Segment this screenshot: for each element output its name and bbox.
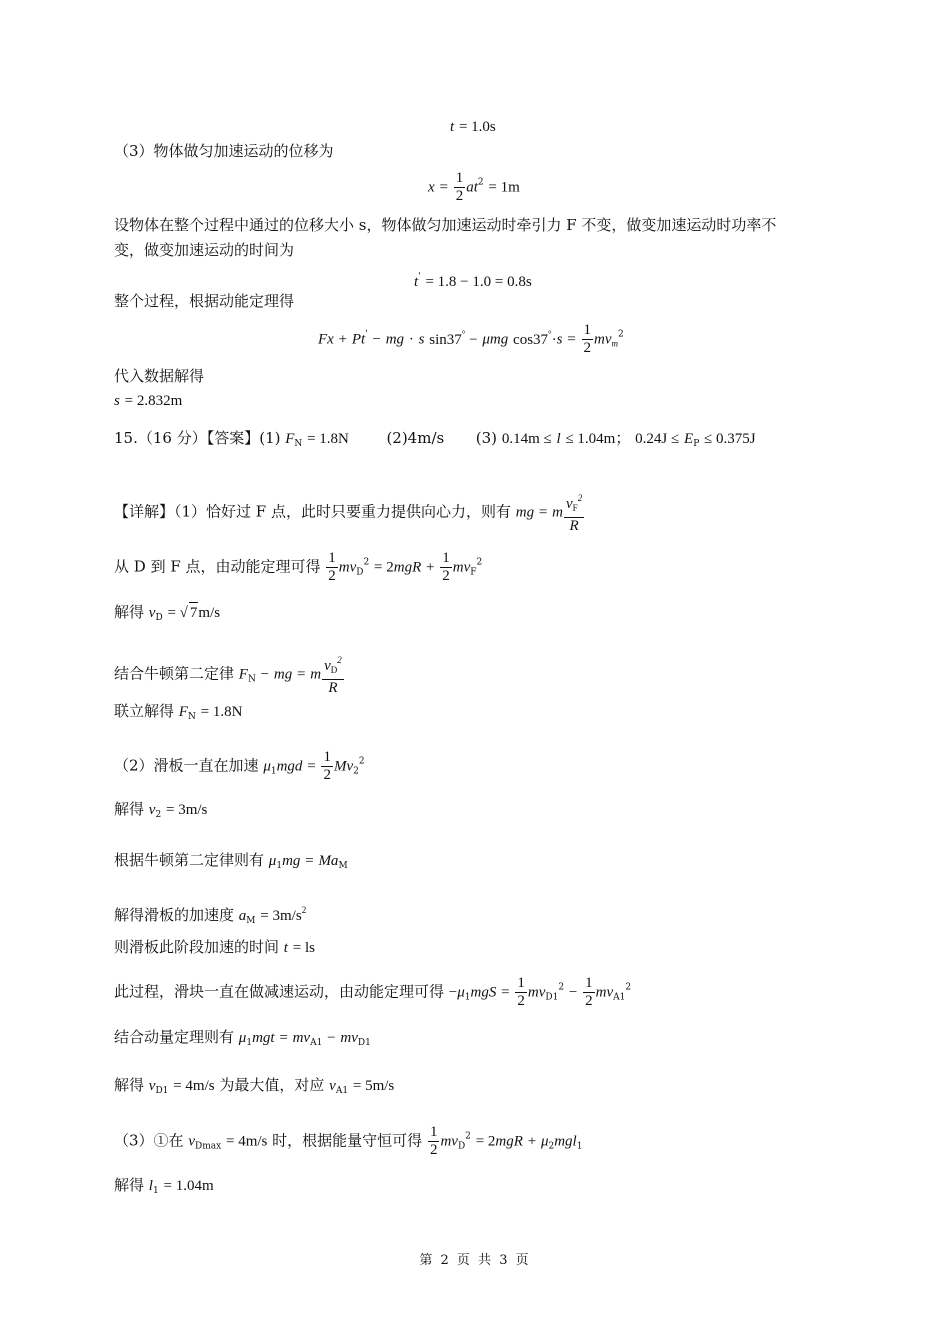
detail-5: 联立解得 $F_N = 1.8N$: [114, 702, 243, 722]
eq-energy: Fx + Pt' − mg · s sin37° − μmg cos37°·s = $\frac{1}{2}$ $mv_m^2$: [318, 322, 624, 356]
detail-7: 解得 $v_2 = 3m/s$: [114, 800, 208, 820]
eq-x: x = $\frac{1}{2}$ $at^2 = 1m$: [428, 170, 520, 204]
page-footer: 第 2 页 共 3 页: [419, 1253, 531, 1268]
eq-tprime: t' = 1.8 − 1.0 = 0.8s: [414, 272, 532, 290]
detail-13: 解得 $v_{D1} = 4m/s$ 为最大值，对应 $v_{A1} = 5m/s$: [114, 1076, 395, 1096]
detail-6: （2）滑板一直在加速 $\mu_1mgd$ = $\frac{1}{2}$ $Mv_2^2$: [114, 749, 365, 783]
detail-15: 解得 $l_1 = 1.04m$: [114, 1176, 214, 1196]
line-part3: （3）物体做匀加速运动的位移为: [114, 142, 334, 160]
answer-15: 15.（16 分）【答案】(1) $F_N = 1.8N$ (2)4m/s (3) 0.14m ≤ l ≤ 1.04m； $0.24J \le E_P \le 0.375J$: [114, 429, 756, 449]
line-setup-2: 变，做变加速运动的时间为: [114, 241, 295, 259]
detail-11: 此过程，滑块一直在做减速运动，由动能定理可得 $-\mu_1mgS$ = $\frac{1}{2}$ $mv_{D1}^2$ − $\frac{1}{2}$ $mv_{A1}^2$: [114, 975, 632, 1009]
detail-12: 结合动量定理则有 $\mu_1mgt = mv_{A1} - mv_{D1}$: [114, 1028, 371, 1048]
detail-14: （3）①在 $v_{Dmax} = 4m/s$ 时，根据能量守恒可得 $\frac{1}{2}$ $mv_D^2 = 2mgR + \mu_2mgl_1$: [114, 1124, 583, 1158]
line-substitute: 代入数据解得: [114, 367, 205, 385]
detail-8: 根据牛顿第二定律则有 $\mu_1mg = Ma_M$: [114, 851, 348, 871]
detail-4: 结合牛顿第二定律 $F_N$ − mg = m $\frac{v_D^2}{R}$: [114, 652, 345, 697]
eq-s: s = 2.832m: [114, 393, 183, 409]
detail-2: 从 D 到 F 点，由动能定理可得 $\frac{1}{2}$ $mv_D^2 = 2mgR$ + $\frac{1}{2}$ $mv_F^2$: [114, 550, 483, 584]
detail-9: 解得滑板的加速度 $a_M = 3m/s^2$: [114, 905, 307, 926]
detail-10: 则滑板此阶段加速的时间 t = ls: [114, 938, 315, 956]
eq-t: t = 1.0s: [450, 119, 496, 135]
line-energy: 整个过程，根据动能定理得: [114, 292, 295, 310]
line-setup: 设物体在整个过程中通过的位移大小 s，物体做匀加速运动时牵引力 F 不变，做变加速运动时功率不: [114, 216, 777, 234]
detail-1: 【详解】（1）恰好过 F 点，此时只要重力提供向心力，则有 mg = m $\frac{v_F^2}{R}$: [114, 490, 585, 535]
detail-3: 解得 $v_D$ = √ 7m/s: [114, 603, 221, 623]
